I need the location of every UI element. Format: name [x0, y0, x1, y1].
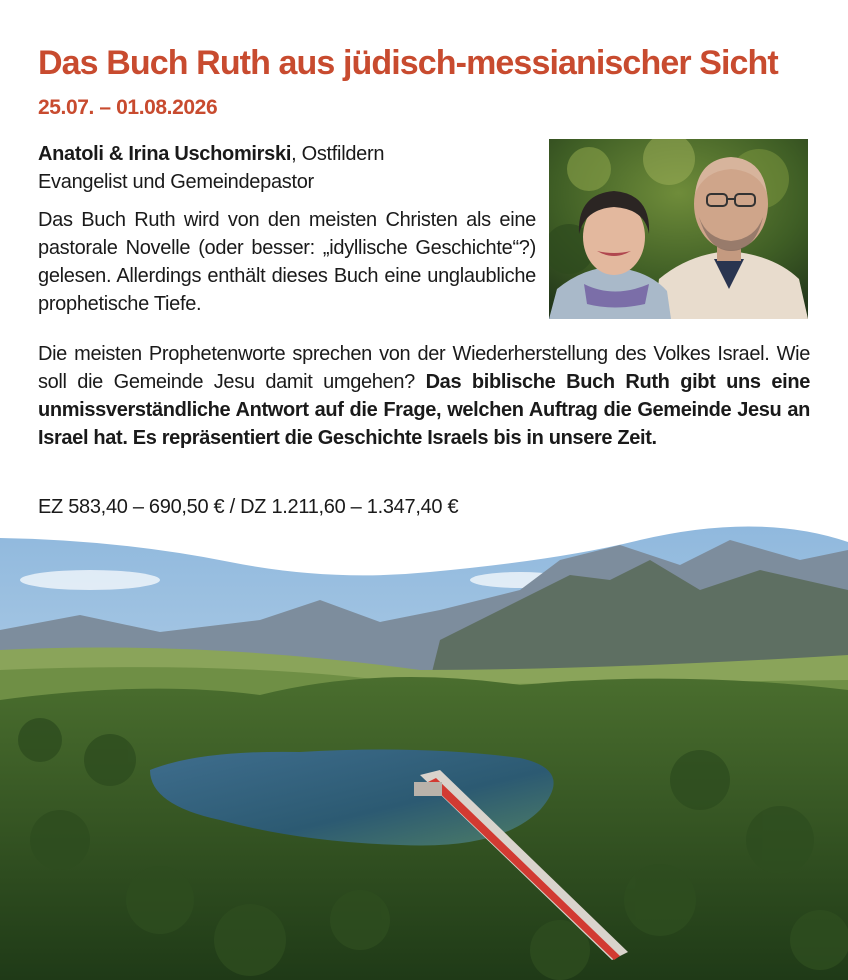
speaker-names: Anatoli & Irina Uschomirski: [38, 143, 292, 165]
intro-paragraph: Das Buch Ruth wird von den meisten Christen als eine pastorale Novelle (oder besser: „idyllische Geschichte“?) gelesen. Allerdings enthält dieses Buch eine unglaubliche prophetische Tiefe.: [38, 209, 536, 315]
speaker-photo: [549, 139, 808, 319]
landscape-photo: [0, 520, 848, 980]
body-paragraph: [38, 340, 810, 452]
price-line: EZ 583,40 – 690,50 € / DZ 1.211,60 – 1.347,40 €: [38, 496, 459, 518]
speaker-role: Evangelist und Gemeindepastor: [38, 171, 314, 193]
event-title: Das Buch Ruth aus jüdisch-messianischer Sicht: [38, 44, 778, 82]
event-date: 25.07. – 01.08.2026: [38, 96, 218, 119]
speaker-location: , Ostfildern: [291, 143, 385, 165]
body-regular-text: Die meisten Prophetenworte sprechen von der Wiederherstellung des Volkes Israel. Wie soll die Gemeinde Jesu damit umgehen?: [38, 343, 810, 393]
body-bold-text: Das biblische Buch Ruth gibt uns eine unmissverständliche Antwort auf die Frage, welchen Auftrag die Gemeinde Jesu an Israel hat. Es repräsentiert die Geschichte Israels bis in unsere Zeit.: [38, 371, 810, 449]
speaker-info: [38, 140, 538, 196]
